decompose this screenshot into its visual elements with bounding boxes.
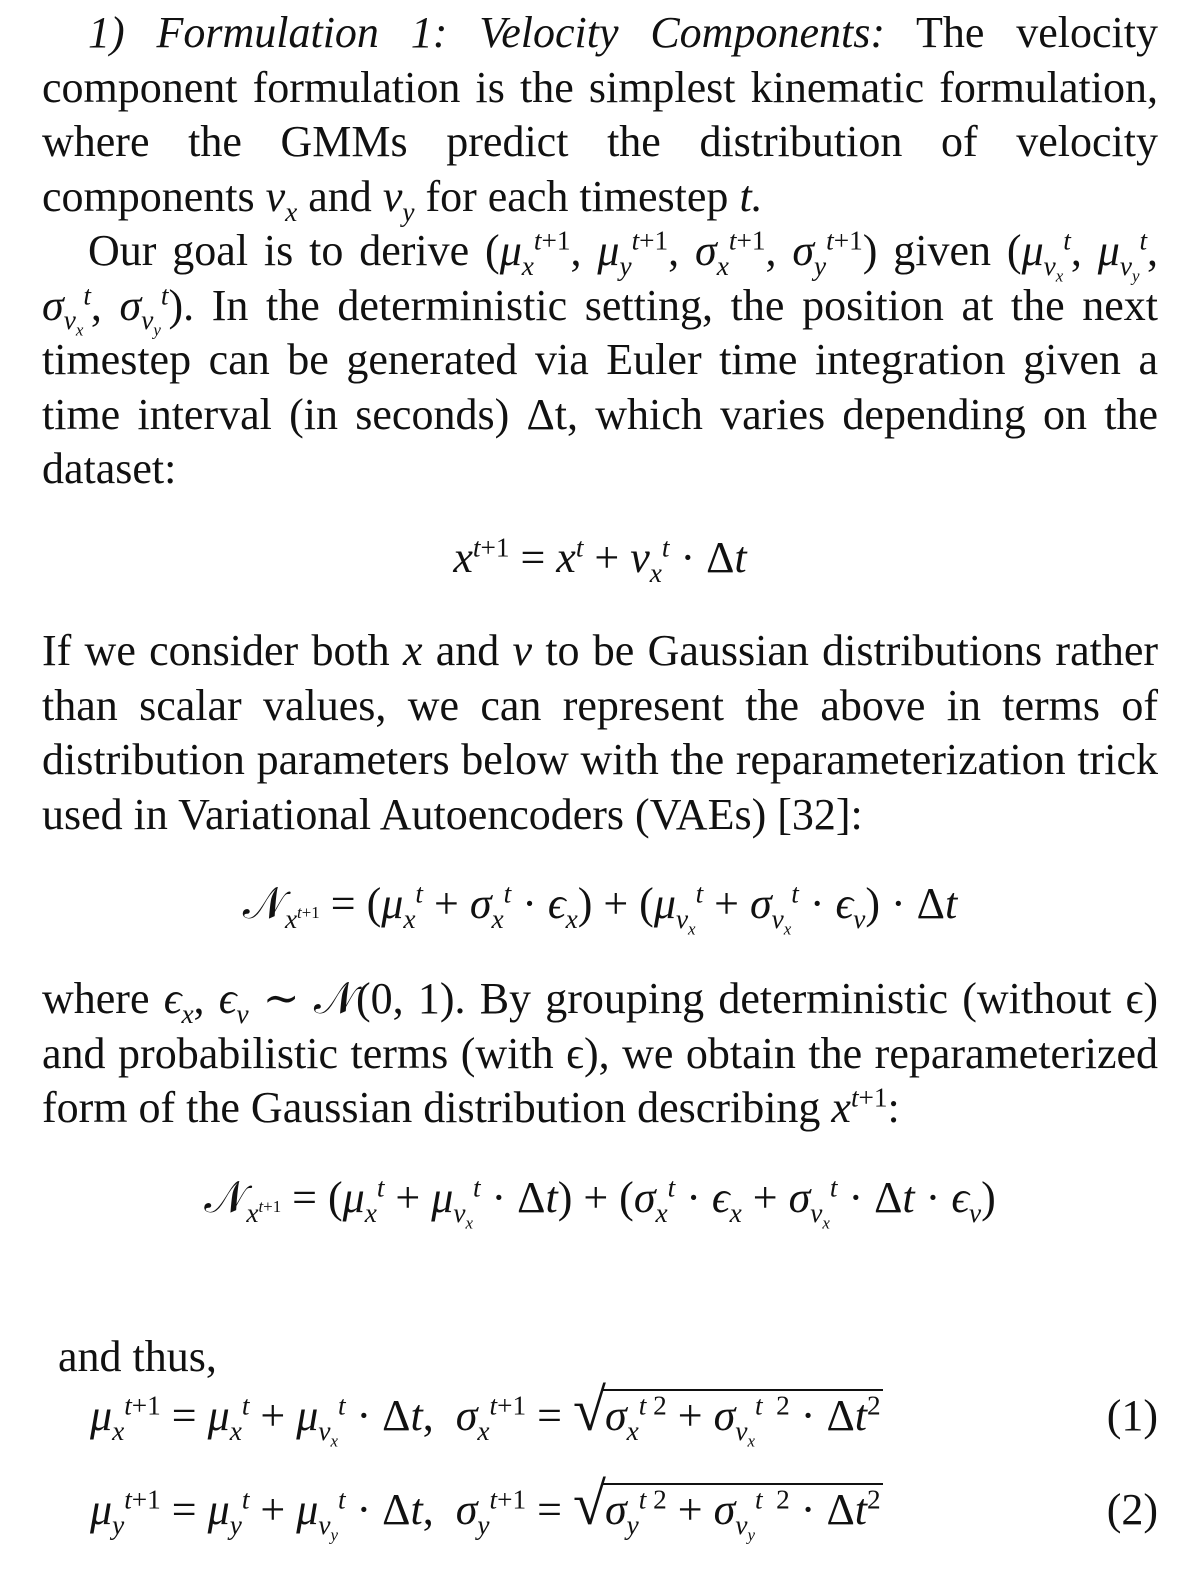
paragraph-text: : [887,1083,900,1133]
paragraph-text: . By grouping deterministic (without ϵ) and probabilistic terms (with ϵ), we obtain the reparameterized form of the Gaussian distribution describing [42,974,1159,1133]
math-x: x [402,626,423,675]
math-vx: $v_x$ [265,171,298,227]
section-heading: 1) Formulation 1: Velocity Components: [88,8,885,57]
paragraph-text: and [308,171,372,221]
math-xt1: $x^{t+1}$ [831,1082,888,1133]
paragraph-text: and [435,626,500,675]
paragraph-text: Our goal is to derive [88,226,470,275]
paragraph-text: for each timestep [425,171,729,221]
paragraph-text: given [893,226,992,275]
math-t: t. [739,171,763,221]
paragraph-text: to be Gaussian distributions rather than scalar values, we can represent the above in terms of distribution parameters below with the reparameterization trick used in Variational Autoencoders (VAEs) [32]: [42,626,1159,839]
equation-reparam: 𝒩$_{x^{t+1}}$ = $(\mu_x^t + \sigma_x^t \cdot \epsilon_x) + (\mu_{v_x}^t + \sigma_{v_x}^t \cdot \epsilon_v) \cdot \Delta t$ [242,878,958,939]
paragraph-gaussian [42,624,1158,842]
paragraph-text: . In the deterministic setting, the position at the next timestep can be generated via Euler time integration given a time interval (in seconds) Δt, which varies depending on the dataset: [42,280,1159,494]
math-v: v [512,626,533,675]
paragraph-text: where [42,974,150,1023]
paragraph-goal [42,224,1158,497]
equation-grouped: 𝒩$_{x^{t+1}}$ = $(\mu_x^t + \mu_{v_x}^t \cdot \Delta t) + (\sigma_x^t \cdot \epsilon_x + \sigma_{v_x}^t \cdot \Delta t \cdot \epsilon_v)$ [204,1172,996,1233]
paragraph-and-thus: and thus, [58,1332,217,1381]
equation-2: $\mu_y^{t+1} = \mu_y^t + \mu_{v_y}^t \cdot \Delta t$, $\sigma_y^{t+1}$ = √ $\sigma_y^{t 2} + \sigma_{v_y}^{t 2} \cdot \Delta t^2$ [90,1471,881,1545]
math-vy: $v_y$ [382,171,415,227]
math-given-params: ($\mu_{v_x}^t$, $\mu_{v_y}^t$, $\sigma_{v_x}^t$, $\sigma_{v_y}^t$) [42,225,1159,340]
math-epsilon-dist: $\epsilon_x$, $\epsilon_v$ ∼ 𝒩(0, 1) [163,974,455,1029]
equation-number-1: (1) [1106,1391,1158,1440]
equation-euler: $x^{t+1} = x^t + v_x^t \cdot \Delta t$ [453,532,747,588]
math-target-params: ($\mu_x^{t+1}$, $\mu_y^{t+1}$, $\sigma_x^{t+1}$, $\sigma_y^{t+1}$) [485,225,878,281]
equation-1: $\mu_x^{t+1} = \mu_x^t + \mu_{v_x}^t \cdot \Delta t$, $\sigma_x^{t+1}$ = √ $\sigma_x^{t 2} + \sigma_{v_x}^{t 2} \cdot \Delta t^2$ [90,1377,881,1451]
equation-number-2: (2) [1106,1485,1158,1534]
paragraph-formulation-1 [42,6,1158,227]
paragraph-text: The velocity component formulation is the simplest kinematic formulation, where the GMMs predict the distribution of velocity components [42,8,1158,221]
sqrt-symbol: √ $\sigma_y^{t 2} + \sigma_{v_y}^{t 2} \cdot \Delta t^2$ [572,1471,881,1545]
paragraph-grouping [42,972,1158,1136]
paragraph-text: If we consider both [42,626,390,675]
sqrt-symbol: √ $\sigma_x^{t 2} + \sigma_{v_x}^{t 2} \cdot \Delta t^2$ [572,1377,881,1451]
